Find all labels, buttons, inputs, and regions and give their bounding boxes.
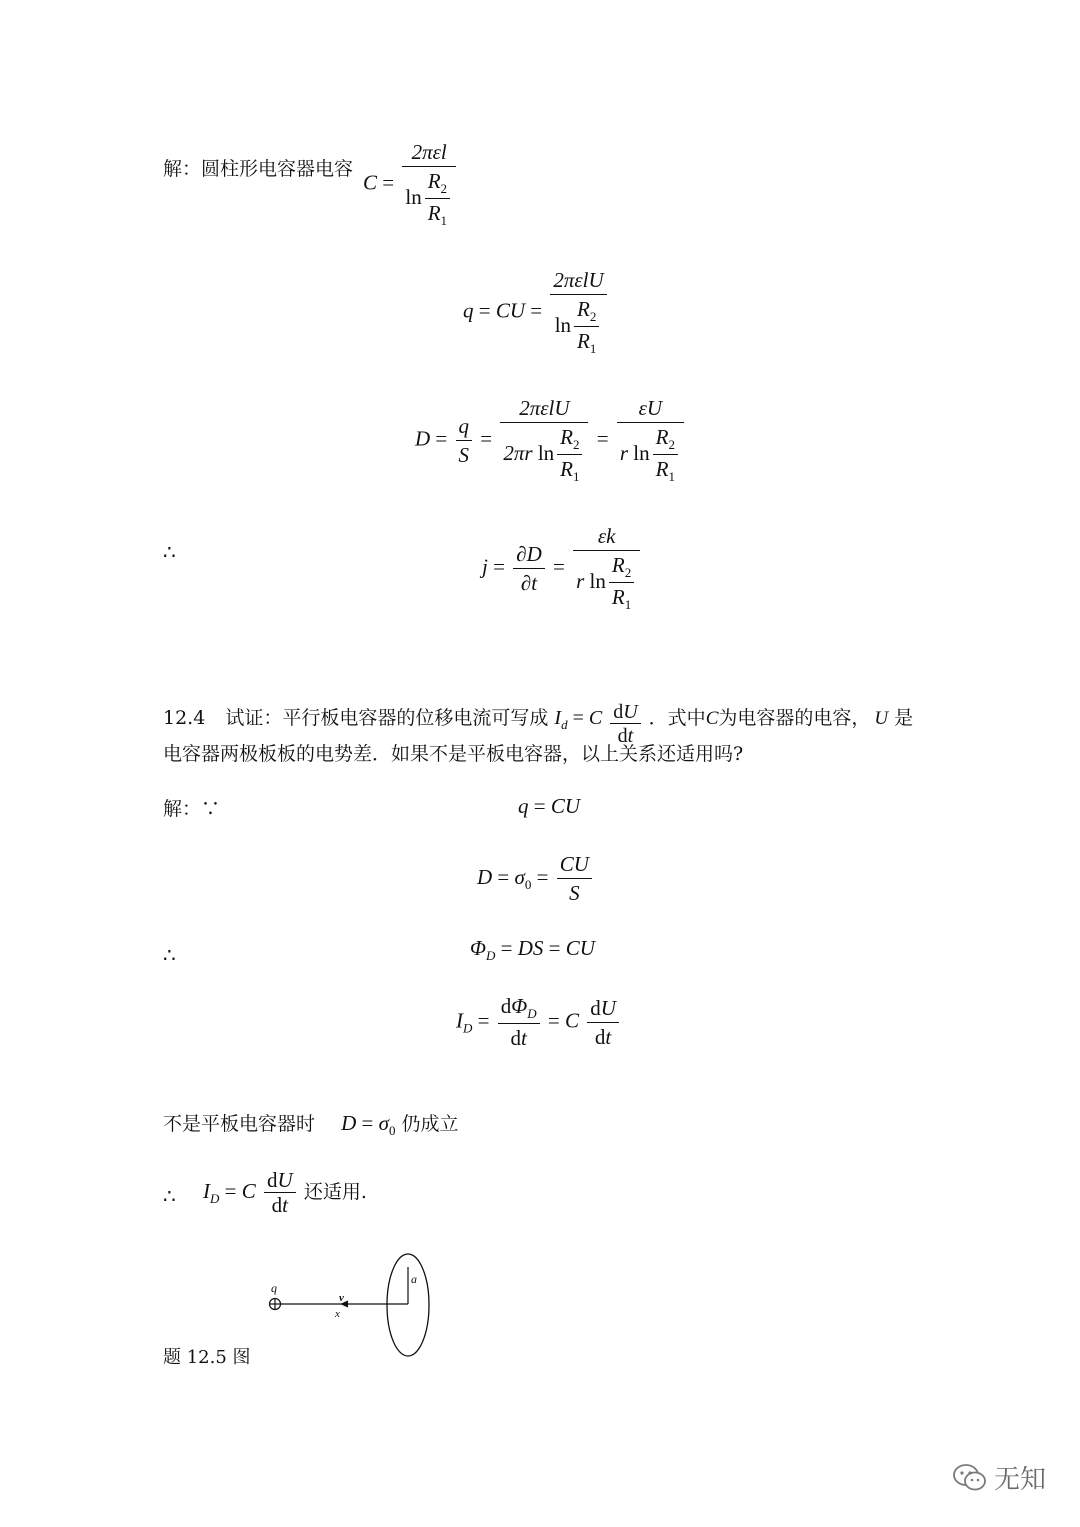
label-x: x — [335, 1308, 340, 1320]
therefore-symbol-3: ∴ — [163, 1184, 176, 1208]
solution-intro-label: 解：圆柱形电容器电容 — [163, 158, 354, 180]
final-formula: $I_D = C$ $\frac{dU}{dt}$ — [203, 1179, 304, 1203]
label-q: q — [271, 1281, 277, 1295]
problem-statement-line2: 电容器两极板板的电势差．如果不是平板电容器，以上关系还适用吗? — [163, 743, 744, 765]
wechat-icon — [952, 1463, 988, 1493]
therefore-symbol-2: ∴ — [163, 943, 176, 967]
label-a: a — [411, 1272, 417, 1286]
problem-statement-line1: 12.4 试证：平行板电容器的位移电流可写成 $I_d = C$ $\frac{dU}{dt}$ ．式中C为电容器的电容， U 是 — [163, 701, 914, 747]
capacitance-formula: C = 2πεl ln $\frac{R_2}{R_1}$ — [363, 140, 459, 229]
problem-text-part1: 试证：平行板电容器的位移电流可写成 — [225, 707, 549, 729]
problem-formula: $I_d = C$ $\frac{dU}{dt}$ — [554, 707, 648, 729]
note-formula: $D = \sigma_0$ — [341, 1111, 396, 1139]
therefore-symbol: ∴ — [163, 540, 176, 564]
flux-formula: $\Phi_D$ = DS = CU — [470, 936, 595, 964]
problem-text-part3: 为电容器的电容， — [718, 707, 871, 729]
displacement-formula: D = $\frac{q}{S}$ = 2πεlU 2πr ln $\frac{R_2}{R_1}$ = εU r ln $\frac{R_2}{R_1}$ — [415, 396, 687, 485]
problem-text-part4: 是 — [894, 707, 914, 729]
watermark-text: 无知 — [994, 1465, 1047, 1495]
charge-formula: q = CU = 2πεlU ln $\frac{R_2}{R_1}$ — [463, 268, 610, 357]
note-line — [163, 1113, 459, 1137]
problem-text-part2: ．式中 — [648, 707, 706, 729]
watermark — [952, 1459, 1046, 1496]
note-text: 不是平板电容器时 — [163, 1113, 316, 1135]
final-line — [203, 1170, 367, 1216]
final-suffix: 还适用. — [303, 1180, 367, 1203]
problem-number: 12.4 — [163, 707, 206, 729]
note-suffix: 仍成立 — [401, 1113, 459, 1135]
displacement-current-formula: $I_D$ = $\frac{d\Phi_D}{dt}$ = C $\frac{dU}{dt}$ — [456, 994, 622, 1051]
solution-label: 解：∵ — [163, 798, 221, 820]
figure-caption: 题 12.5 图 — [163, 1347, 251, 1368]
label-v: v — [339, 1292, 344, 1304]
current-density-formula: j = $\frac{\partial D}{\partial t}$ = εk r ln $\frac{R_2}{R_1}$ — [482, 524, 643, 613]
charge-relation: q = CU — [518, 794, 581, 818]
surface-charge-formula: $D = \sigma_0$ = $\frac{CU}{S}$ — [477, 852, 595, 906]
figure-12-5 — [260, 1245, 440, 1365]
